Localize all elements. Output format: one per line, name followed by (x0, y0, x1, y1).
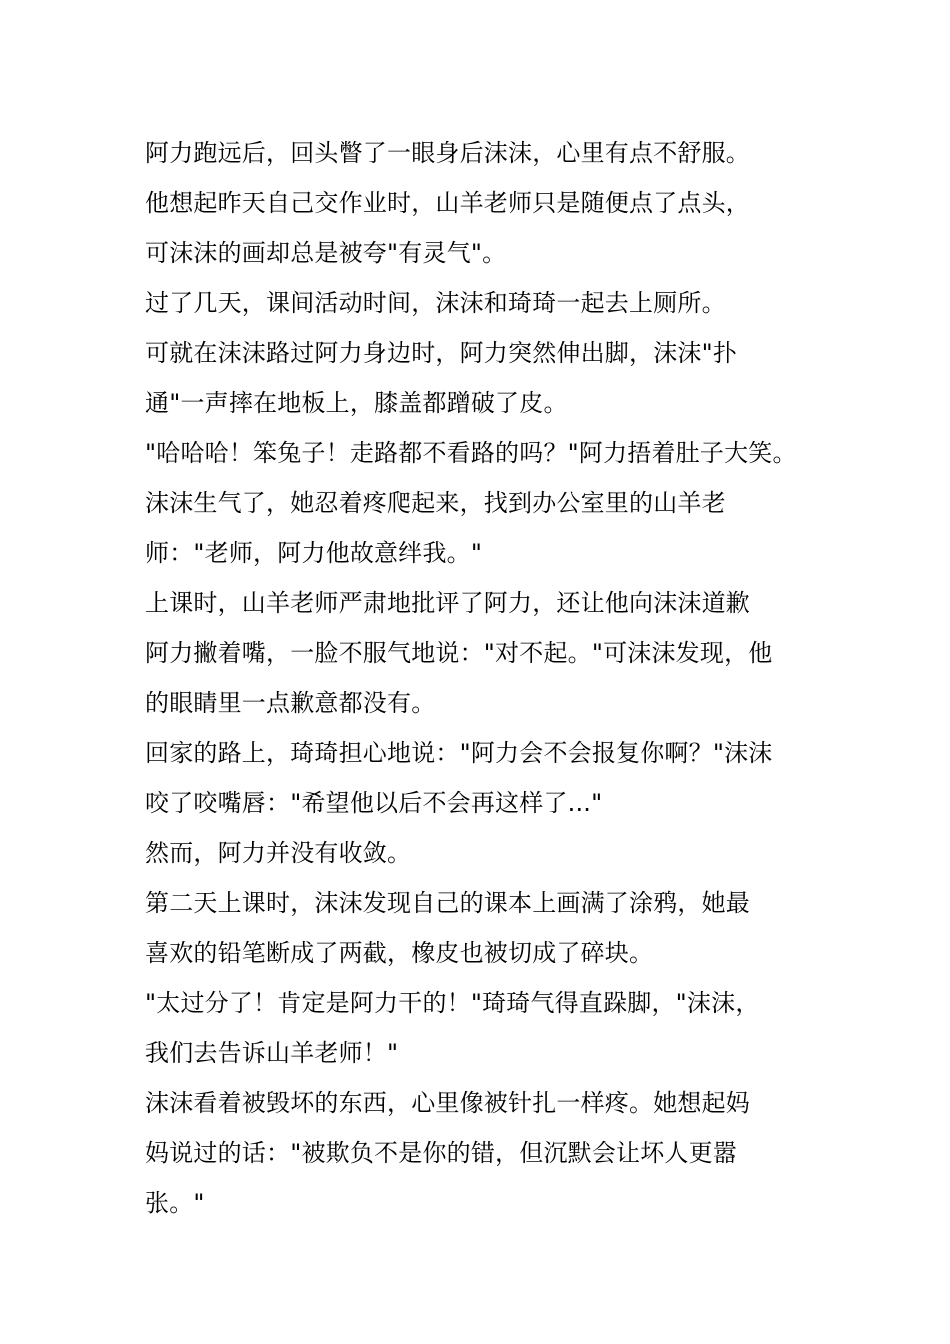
text-line: 咬了咬嘴唇："希望他以后不会再这样了..." (145, 789, 603, 817)
text-line: 沫沫看着被毁坏的东西，心里像被针扎一样疼。她想起妈 (145, 1089, 750, 1117)
text-line: 喜欢的铅笔断成了两截，橡皮也被切成了碎块。 (145, 939, 654, 967)
text-line: 回家的路上，琦琦担心地说："阿力会不会报复你啊？"沫沫 (145, 739, 773, 767)
text-line: 师："老师，阿力他故意绊我。" (145, 539, 483, 567)
text-line: 张。" (145, 1189, 205, 1217)
text-line: "太过分了！肯定是阿力干的！"琦琦气得直跺脚，"沫沫， (145, 989, 760, 1017)
text-line: 可就在沫沫路过阿力身边时，阿力突然伸出脚，沫沫"扑 (145, 339, 738, 367)
text-line: 阿力撇着嘴，一脸不服气地说："对不起。"可沫沫发现，他 (145, 639, 773, 667)
story-text-block (145, 128, 845, 1228)
text-line: 通"一声摔在地板上，膝盖都蹭破了皮。 (145, 389, 568, 417)
text-line: 第二天上课时，沫沫发现自己的课本上画满了涂鸦，她最 (145, 889, 750, 917)
text-line: 上课时，山羊老师严肃地批评了阿力，还让他向沫沫道歉 (145, 589, 750, 617)
text-line: 我们去告诉山羊老师！" (145, 1039, 399, 1067)
text-line: 过了几天，课间活动时间，沫沫和琦琦一起去上厕所。 (145, 289, 726, 317)
text-line: 妈说过的话："被欺负不是你的错，但沉默会让坏人更嚣 (145, 1139, 738, 1167)
text-line: 阿力跑远后，回头瞥了一眼身后沫沫，心里有点不舒服。 (145, 139, 750, 167)
text-line: 然而，阿力并没有收敛。 (145, 839, 412, 867)
text-line: 可沫沫的画却总是被夸"有灵气"。 (145, 239, 507, 267)
text-line: 的眼睛里一点歉意都没有。 (145, 689, 436, 717)
text-line: 他想起昨天自己交作业时，山羊老师只是随便点了点头， (145, 189, 750, 217)
text-line: "哈哈哈！笨兔子！走路都不看路的吗？"阿力捂着肚子大笑。 (145, 439, 797, 467)
text-line: 沫沫生气了，她忍着疼爬起来，找到办公室里的山羊老 (145, 489, 726, 517)
